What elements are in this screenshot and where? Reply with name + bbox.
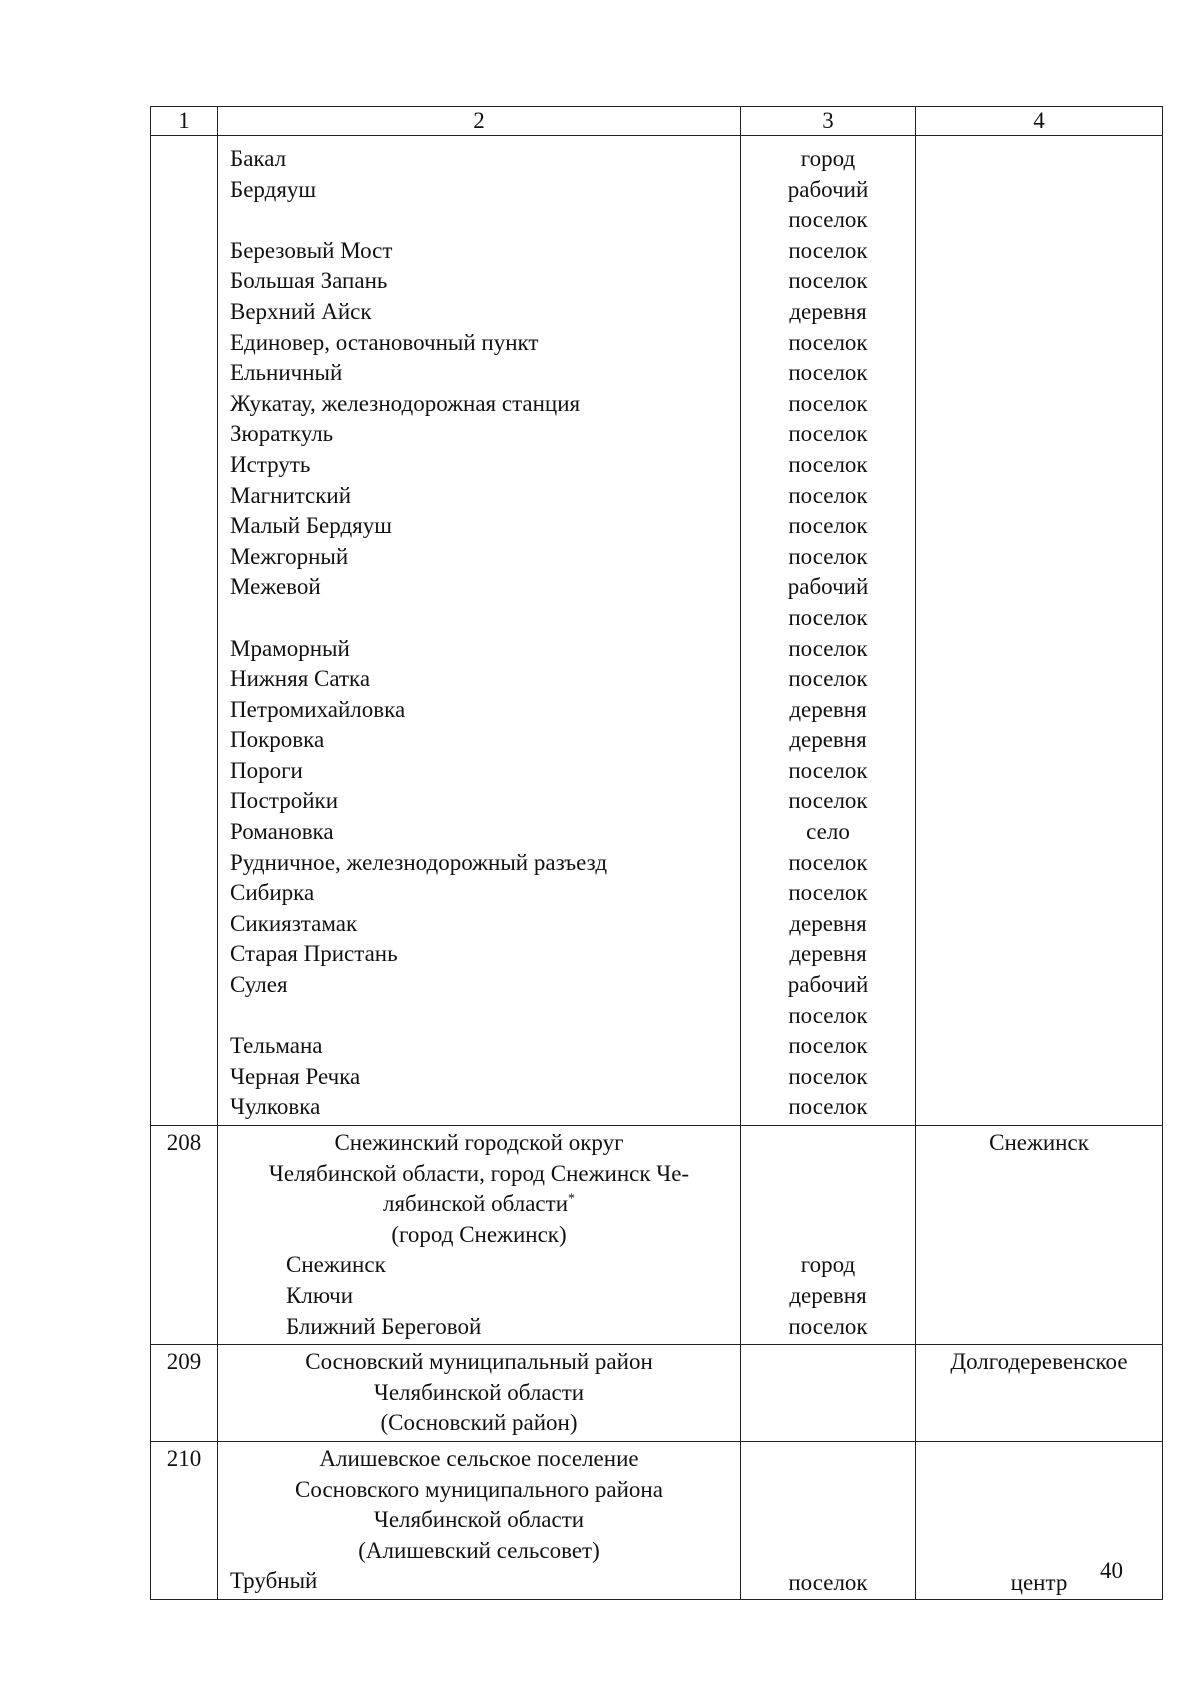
table-row-208 bbox=[151, 1126, 1163, 1345]
settlement-name: Зюраткуль bbox=[230, 421, 334, 447]
settlement-type: поселок bbox=[788, 1002, 868, 1028]
center-label: центр bbox=[1010, 1570, 1068, 1596]
title-line: Сосновского муниципального района bbox=[295, 1476, 663, 1502]
table-row-209 bbox=[151, 1345, 1163, 1442]
settlement-type: поселок bbox=[788, 880, 868, 906]
municipality-cell bbox=[218, 1345, 741, 1442]
settlement-name: Иструть bbox=[230, 451, 311, 477]
settlement-name: Малый Бердяуш bbox=[230, 513, 392, 539]
settlement-name: Нижняя Сатка bbox=[230, 666, 371, 692]
title-line bbox=[218, 1189, 740, 1220]
settlement-name: Межевой bbox=[230, 574, 321, 600]
settlement-name: Пороги bbox=[230, 757, 303, 783]
settlement-type: поселок bbox=[788, 666, 868, 692]
municipality-title bbox=[218, 1442, 740, 1566]
header-cell-2: 2 bbox=[218, 107, 741, 136]
settlement-name: Ельничный bbox=[230, 360, 343, 386]
title-line-text: лябинской области bbox=[382, 1191, 569, 1217]
municipality-title bbox=[218, 1345, 740, 1441]
settlement-type: поселок bbox=[788, 390, 868, 416]
settlement-type: рабочий bbox=[787, 972, 869, 998]
settlement-type: деревня bbox=[789, 298, 867, 324]
settlement-name: Черная Речка bbox=[230, 1063, 361, 1089]
title-line: Челябинской области bbox=[373, 1507, 585, 1533]
settlement-name: Сулея bbox=[230, 972, 288, 998]
settlement-type: поселок bbox=[788, 513, 868, 539]
settlement-type: поселок bbox=[788, 360, 868, 386]
municipality-cell bbox=[218, 1126, 741, 1345]
settlement-name: Романовка bbox=[230, 819, 334, 845]
settlement-types-cell bbox=[741, 136, 916, 1126]
settlement-name: Ключи bbox=[286, 1282, 354, 1308]
title-line: Снежинский городской округ bbox=[334, 1130, 624, 1155]
settlement-name: Трубный bbox=[230, 1568, 318, 1594]
settlement-type: поселок bbox=[788, 543, 868, 569]
settlement-types-cell bbox=[741, 1441, 916, 1599]
row-number: 209 bbox=[151, 1345, 218, 1442]
settlement-type: деревня bbox=[789, 727, 867, 753]
settlement-name: Ближний Береговой bbox=[286, 1313, 482, 1339]
settlement-type: поселок bbox=[788, 421, 868, 447]
settlement-type: деревня bbox=[789, 910, 867, 936]
title-line: Челябинской области bbox=[373, 1379, 585, 1405]
title-line: (город Снежинск) bbox=[391, 1221, 567, 1247]
settlement-type: поселок bbox=[788, 1313, 868, 1339]
settlement-type: поселок bbox=[788, 482, 868, 508]
settlement-name: Жукатау, железнодорожная станция bbox=[230, 390, 581, 416]
title-line: (Сосновский район) bbox=[380, 1410, 578, 1436]
settlement-type: поселок bbox=[788, 635, 868, 661]
row-number-cell bbox=[151, 136, 218, 1126]
center-cell: Долгодеревенское bbox=[916, 1345, 1163, 1442]
settlement-name bbox=[230, 603, 740, 634]
settlement-type: поселок bbox=[788, 1570, 868, 1596]
settlement-name: Мраморный bbox=[230, 635, 350, 661]
settlement-name: Бакал bbox=[230, 146, 287, 171]
settlement-type: поселок bbox=[788, 788, 868, 814]
table-row-210 bbox=[151, 1441, 1163, 1599]
settlement-type: поселок bbox=[788, 1094, 868, 1120]
settlement-name: Магнитский bbox=[230, 482, 352, 508]
row-number: 208 bbox=[151, 1126, 218, 1345]
settlement-type: поселок bbox=[788, 268, 868, 294]
title-line: (Алишевский сельсовет) bbox=[358, 1537, 600, 1563]
table-row-satka-settlements bbox=[151, 136, 1163, 1126]
settlement-type: поселок bbox=[788, 757, 868, 783]
settlement-name: Постройки bbox=[230, 788, 339, 814]
settlements-table bbox=[150, 106, 1163, 1600]
settlement-name: Большая Запань bbox=[230, 268, 388, 294]
settlement-type: поселок bbox=[788, 604, 868, 630]
settlement-name: Покровка bbox=[230, 727, 325, 753]
header-cell-1: 1 bbox=[151, 107, 218, 136]
settlement-type: деревня bbox=[789, 941, 867, 967]
settlement-type: поселок bbox=[788, 237, 868, 263]
settlement-type: город bbox=[800, 146, 856, 171]
settlement-type: поселок bbox=[788, 207, 868, 233]
settlement-type: рабочий bbox=[787, 176, 869, 202]
settlement-name bbox=[230, 1001, 740, 1032]
settlement-type: деревня bbox=[789, 696, 867, 722]
settlement-type: поселок bbox=[788, 849, 868, 875]
settlement-name: Рудничное, железнодорожный разъезд bbox=[230, 849, 608, 875]
settlement-name: Верхний Айск bbox=[230, 298, 372, 324]
settlement-type: деревня bbox=[789, 1282, 867, 1308]
title-line: Сосновский муниципальный район bbox=[305, 1349, 653, 1375]
settlement-names-cell bbox=[218, 136, 741, 1126]
settlement-type: поселок bbox=[788, 1033, 868, 1059]
settlement-type: поселок bbox=[788, 1063, 868, 1089]
settlement-name: Сикиязтамак bbox=[230, 910, 358, 936]
header-cell-3: 3 bbox=[741, 107, 916, 136]
settlement-name: Петромихайловка bbox=[230, 696, 406, 722]
settlement-type: поселок bbox=[788, 451, 868, 477]
settlement-name: Межгорный bbox=[230, 543, 349, 569]
settlement-type: рабочий bbox=[787, 574, 869, 600]
settlement-name: Снежинск bbox=[286, 1252, 386, 1278]
row-number: 210 bbox=[151, 1441, 218, 1599]
municipality-cell bbox=[218, 1441, 741, 1599]
settlement-name: Сибирка bbox=[230, 880, 315, 906]
settlement-name: Березовый Мост bbox=[230, 237, 393, 263]
settlement-name: Бердяуш bbox=[230, 176, 317, 202]
center-cell bbox=[916, 136, 1163, 1126]
settlement-name bbox=[230, 205, 740, 236]
settlement-name: Тельмана bbox=[230, 1033, 323, 1059]
title-line: Алишевское сельское поселение bbox=[319, 1445, 639, 1471]
title-line: Челябинской области, город Снежинск Че- bbox=[268, 1160, 690, 1186]
settlement-types-cell bbox=[741, 1126, 916, 1345]
footnote-mark: * bbox=[568, 1191, 576, 1207]
center-cell: Снежинск bbox=[916, 1126, 1163, 1345]
municipality-title bbox=[218, 1126, 740, 1250]
page-number: 40 bbox=[1100, 1558, 1123, 1583]
settlement-types-cell bbox=[741, 1345, 916, 1442]
settlement-type: поселок bbox=[788, 329, 868, 355]
settlement-type: город bbox=[800, 1252, 856, 1278]
settlement-name: Единовер, остановочный пункт bbox=[230, 329, 539, 355]
settlement-name: Старая Пристань bbox=[230, 941, 398, 967]
center-cell bbox=[916, 1441, 1163, 1599]
settlement-name: Чулковка bbox=[230, 1094, 321, 1120]
table-header-row bbox=[151, 107, 1163, 136]
header-cell-4: 4 bbox=[916, 107, 1163, 136]
settlement-type: село bbox=[806, 819, 850, 845]
